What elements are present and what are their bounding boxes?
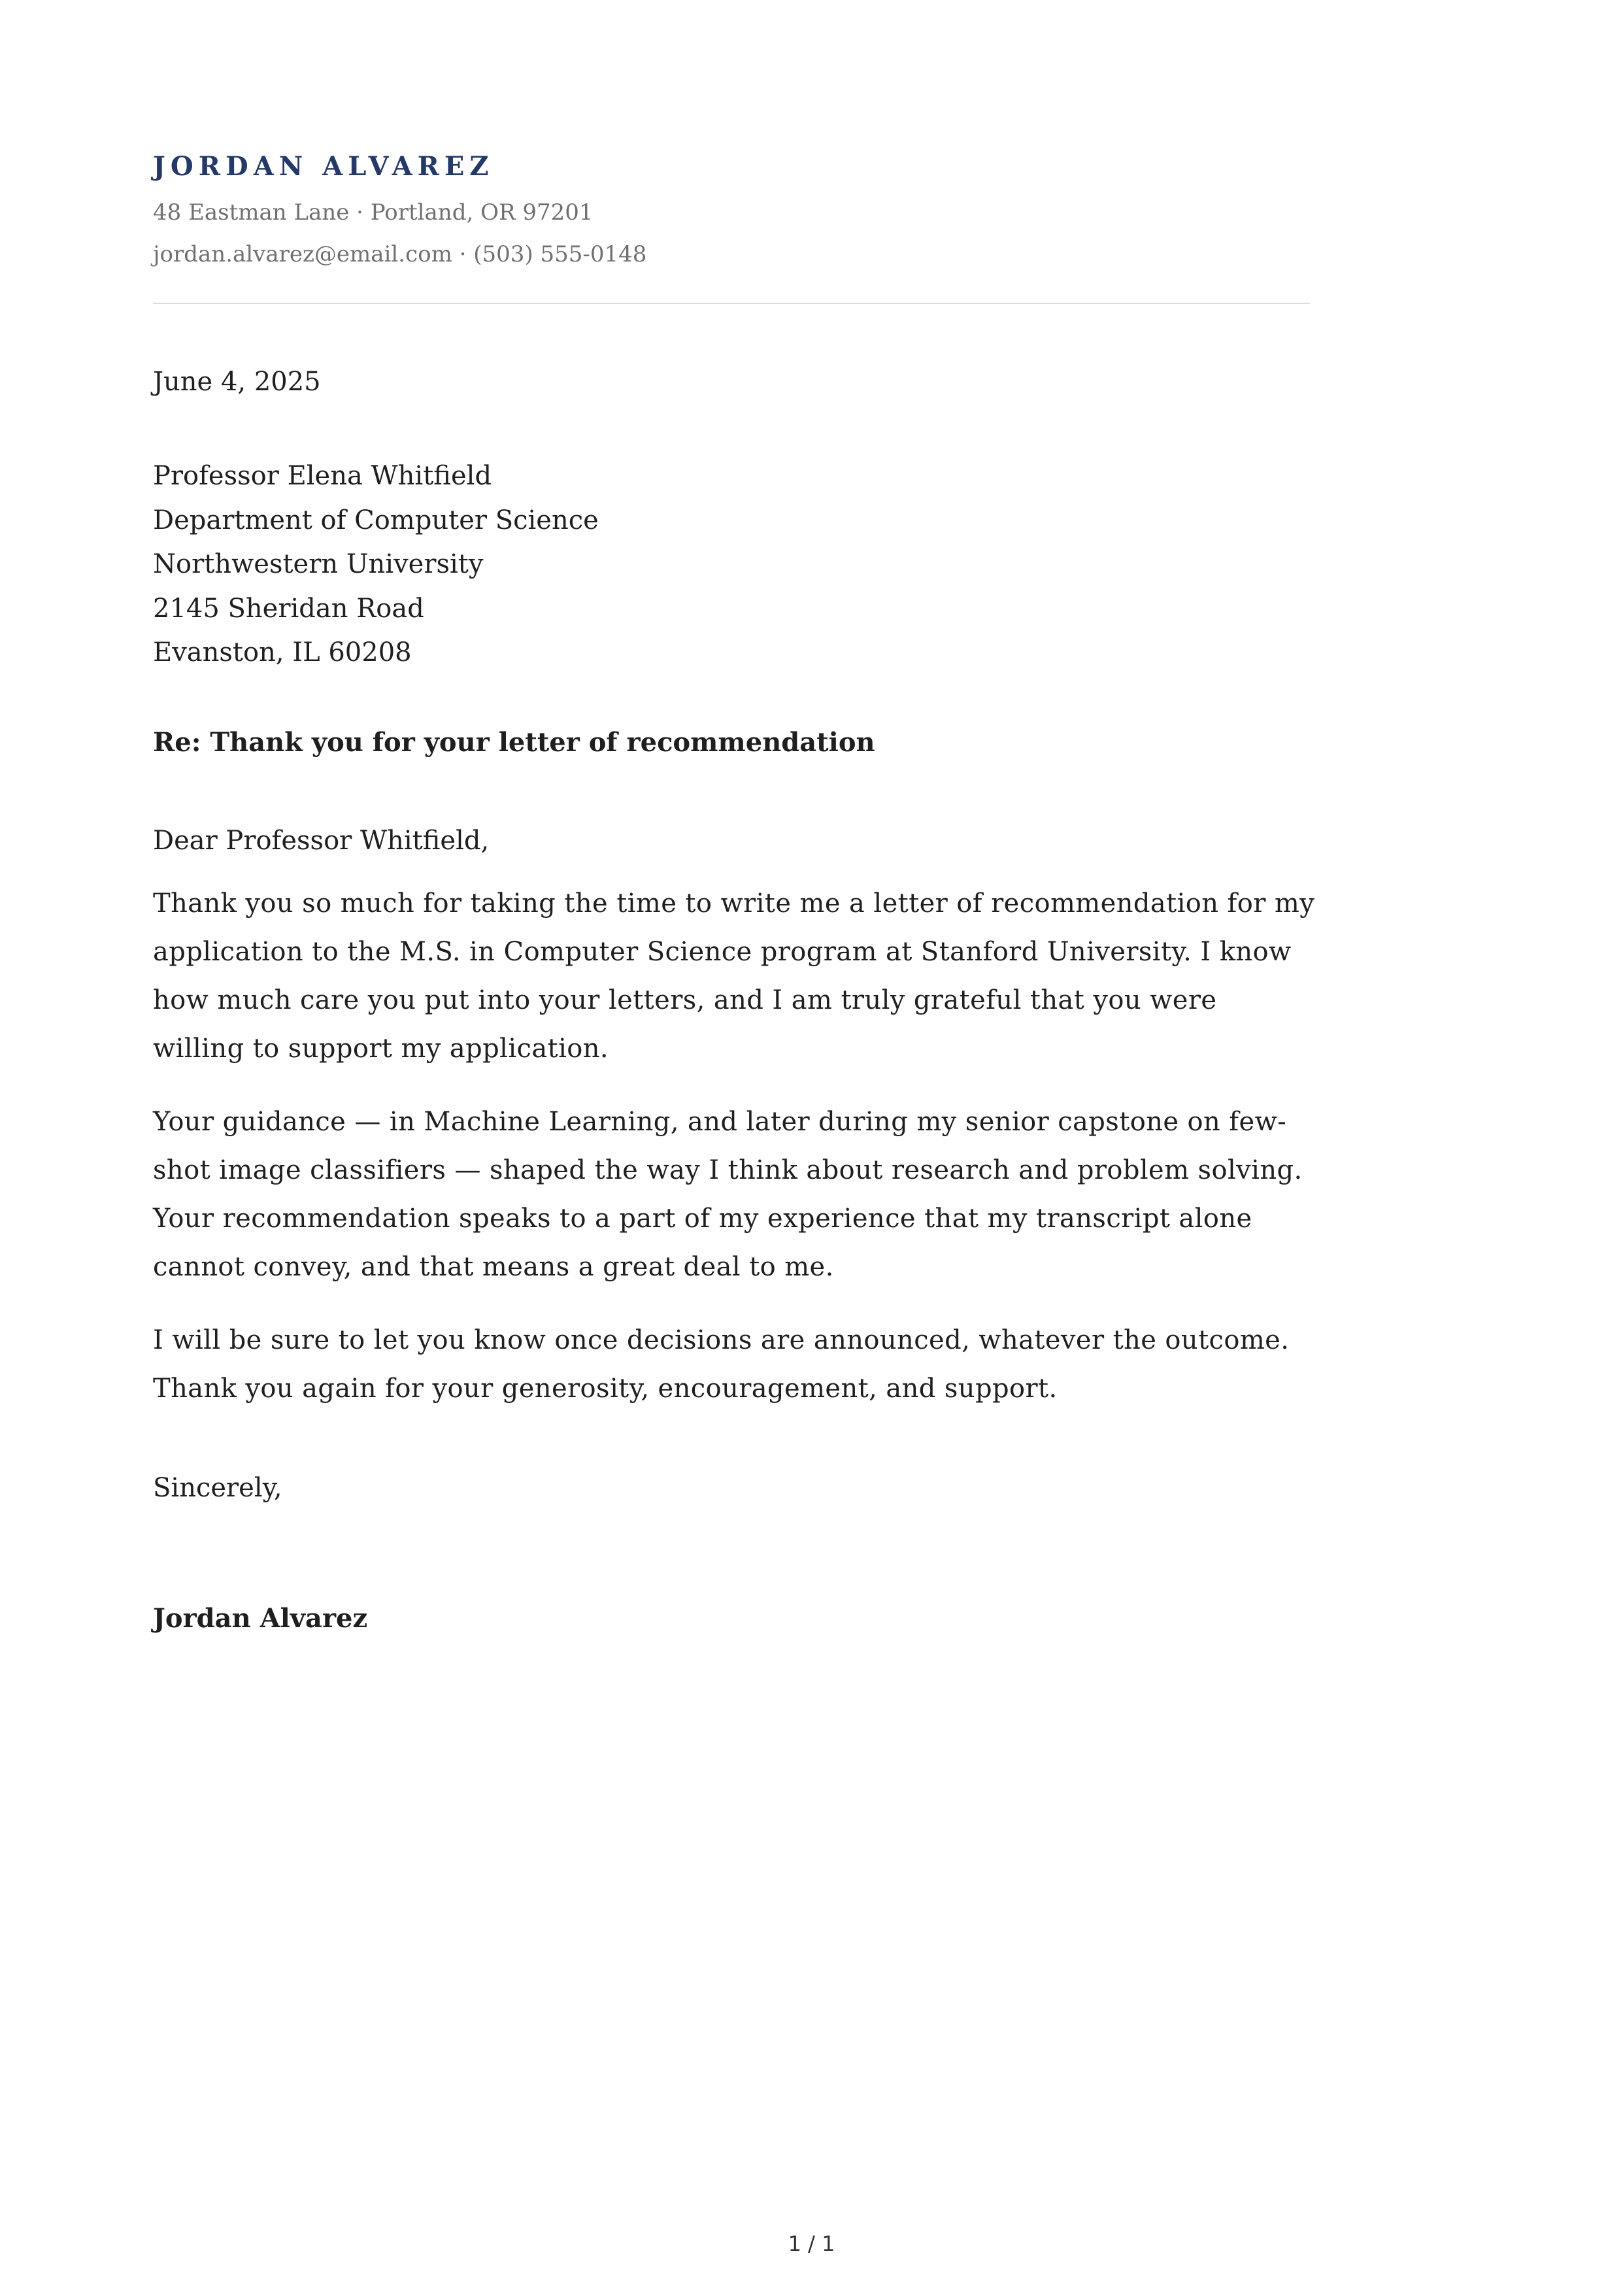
signature: Jordan Alvarez: [153, 1603, 368, 1634]
salutation: Dear Professor Whitfield,: [153, 826, 490, 856]
recipient-line: 2145 Sheridan Road: [153, 593, 424, 624]
page-number: 1 / 1: [788, 2231, 835, 2256]
recipient-address-block: [153, 454, 599, 675]
subject-line: Re: Thank you for your letter of recommendation: [153, 727, 875, 758]
letter-body: [153, 879, 1316, 1438]
sender-contact: jordan.alvarez@email.com · (503) 555-0148: [153, 241, 647, 267]
recipient-line: Northwestern University: [153, 549, 484, 579]
sender-address: 48 Eastman Lane · Portland, OR 97201: [153, 199, 594, 226]
body-paragraph: I will be sure to let you know once decisions are announced, whatever the outcome. Thank you again for your generosity, encouragement, and support.: [153, 1325, 1290, 1404]
sender-name: JORDAN ALVAREZ: [153, 151, 494, 182]
body-paragraph: Your guidance — in Machine Learning, and later during my senior capstone on few-shot image classifiers — shaped the way I think about research and problem solving. Your recommendation speaks to a part of my experience that my transcript alone cannot convey, and that means a great deal to me.: [153, 1107, 1303, 1282]
letter-date: June 4, 2025: [153, 367, 321, 397]
body-paragraph: Thank you so much for taking the time to write me a letter of recommendation for my application to the M.S. in Computer Science program at Stanford University. I know how much care you put into your letters, and I am truly grateful that you were willing to support my application.: [153, 888, 1315, 1064]
recipient-line: Evanston, IL 60208: [153, 637, 412, 667]
closing: Sincerely,: [153, 1473, 282, 1503]
recipient-line: Department of Computer Science: [153, 505, 599, 535]
recipient-line: Professor Elena Whitfield: [153, 461, 492, 491]
header-divider: [153, 303, 1310, 304]
